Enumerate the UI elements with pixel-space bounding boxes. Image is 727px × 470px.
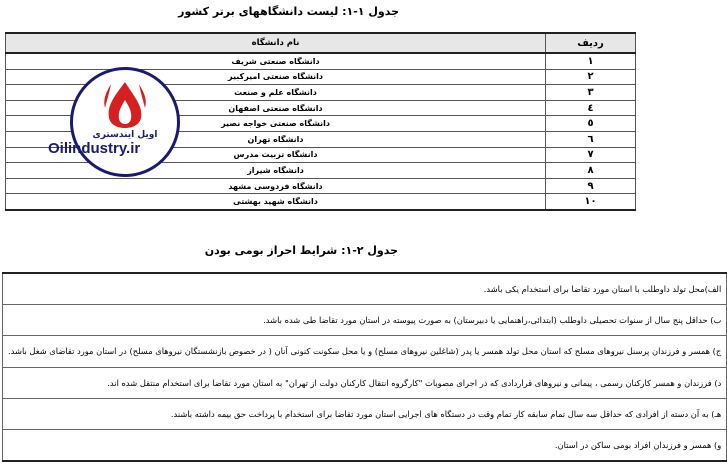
row-num: ۱ [546,53,636,69]
row-name: دانشگاه شهید بهشتی [6,194,546,210]
condition-text: الف)محل تولد داوطلب با استان مورد تقاضا برای استخدام یکی باشد. [3,273,727,305]
row-name: دانشگاه علم و صنعت [6,85,546,101]
row-name: دانشگاه تربیت مدرس [6,147,546,163]
header-num: ردیف [546,33,636,53]
logo-persian-text: اویل ایندستری [92,130,158,140]
oilindustry-logo [70,67,180,177]
row-name: دانشگاه صنعتی امیرکبیر [6,69,546,85]
table-row [3,367,727,398]
row-num: ۲ [546,69,636,85]
row-num: ۱۰ [546,194,636,210]
condition-text: هـ) به آن دسته از افرادی که حداقل سه سال تمام سابقه کار تمام وقت در دستگاه های اجرایی استان مورد تقاضا برای استخدام با پرداخت حق بیمه داشته باشند. [3,398,727,429]
logo-english-text: Oilindustry.ir [48,140,141,157]
table-row [3,305,727,336]
header-name: نام دانشگاه [6,33,546,53]
condition-text: ب) حداقل پنج سال از سنوات تحصیلی داوطلب (ابتدائی،راهنمایی یا دبیرستان) به صورت پیوسته در استان مورد تقاضا طی شده باشد. [3,305,727,336]
table-row [3,336,727,367]
table1-caption: جدول ۱-۱: لیست دانشگاههای برتر کشور [178,5,399,18]
row-name: دانشگاه شیراز [6,163,546,179]
table-row [3,429,727,461]
condition-text: و) همسر و فرزندان افراد بومی ساکن در استان. [3,429,727,461]
flame-icon [73,70,177,174]
row-num: ۷ [546,147,636,163]
condition-text: د) فرزندان و همسر کارکنان رسمی ، پیمانی و نیروهای قراردادی که در اجرای مصوبات "کارگروه انتقال کارکنان دولت از تهران" به استان مورد تقاضا برای استخدام منتقل شده اند. [3,367,727,398]
condition-text: ج) همسر و فرزندان پرسنل نیروهای مسلح که استان محل تولد همسر یا پدر (شاغلین نیروهای مسلح) و یا محل سکونت کنونی آنان ( در خصوص بازنشستگان نیروهای مسلح) در استان مورد تقاضای شغل باشد. [3,336,727,367]
row-name: دانشگاه صنعتی شریف [6,53,546,69]
row-name: دانشگاه تهران [6,131,546,147]
row-name: دانشگاه صنعتی اصفهان [6,100,546,116]
table-header-row [6,33,636,53]
row-name: دانشگاه فردوسی مشهد [6,178,546,194]
table-row [3,273,727,305]
table-row [6,53,636,69]
row-num: ۹ [546,178,636,194]
conditions-table [2,272,727,462]
row-num: ٥ [546,116,636,132]
table-row [3,398,727,429]
row-name: دانشگاه صنعتی خواجه نصیر [6,116,546,132]
row-num: ٦ [546,131,636,147]
row-num: ۸ [546,163,636,179]
table-row [6,178,636,194]
table-row [6,194,636,210]
row-num: ٤ [546,100,636,116]
table2-caption: جدول ۲-۱: شرایط احراز بومی بودن [204,244,398,257]
row-num: ۳ [546,85,636,101]
